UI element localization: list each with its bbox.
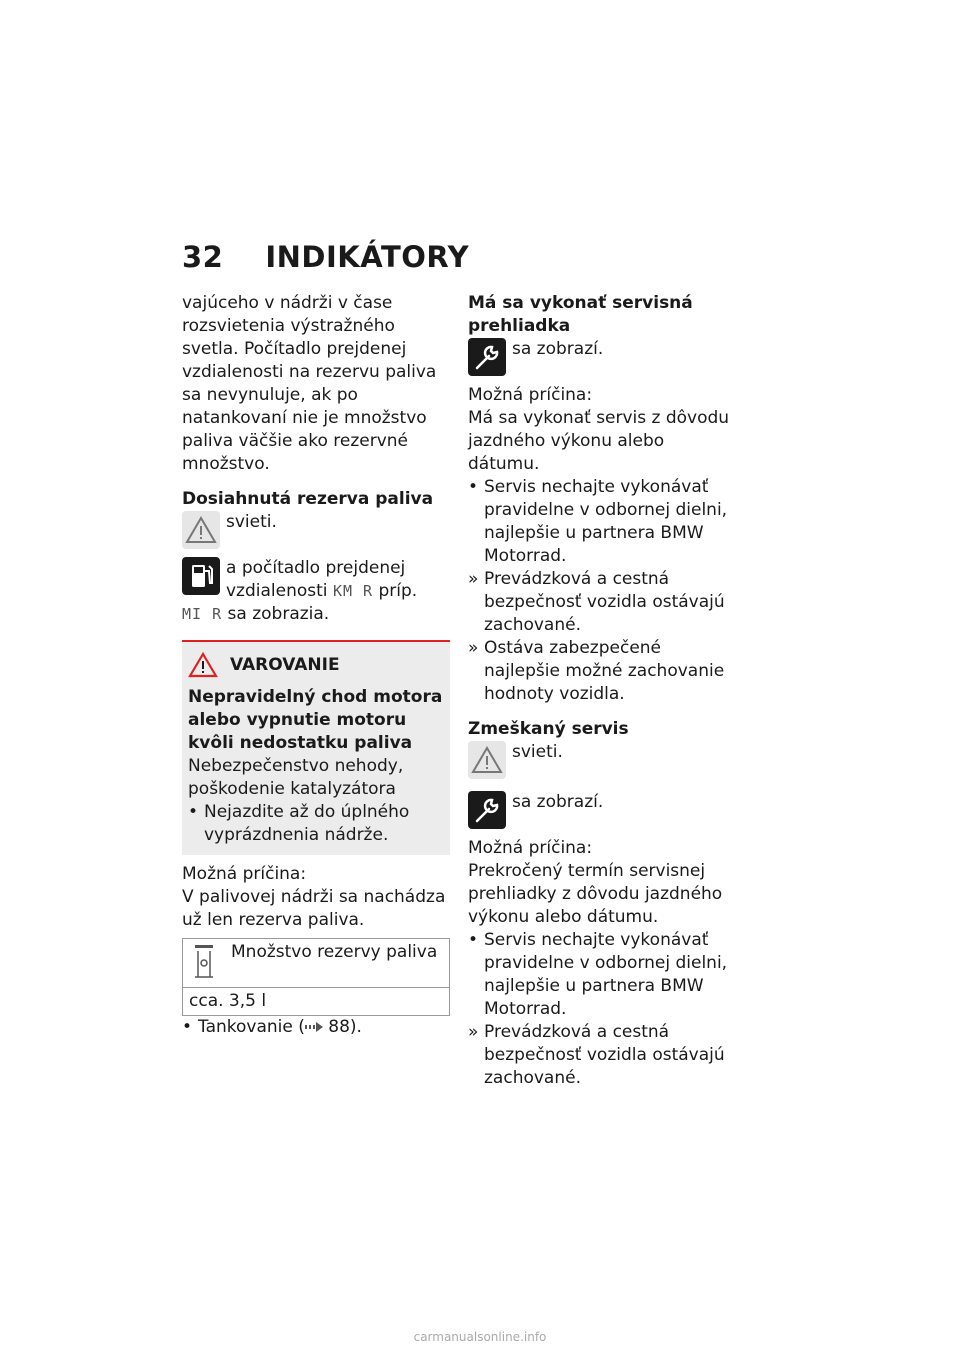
warning-indicator-text: svieti. [226, 512, 277, 532]
warning-triangle-icon [188, 652, 218, 678]
missed-cause-text: Prekročený termín servisnej prehliadky z dôvodu jazdného výkonu alebo dátumu. [468, 861, 723, 927]
missed-result: » Prevádzková a cestná bezpečnosť vozidla ostávajú zachované. [468, 1022, 725, 1088]
left-column [182, 292, 450, 1039]
service-result-2: » Ostáva zabezpečené najlepšie možné zachovanie hodnoty vozidla. [468, 638, 725, 704]
general-warning-icon [182, 511, 220, 549]
warning-bullet: • Nejazdite až do úplného vyprázdnenia nádrže. [188, 802, 410, 845]
warning-indicator-row [182, 511, 450, 549]
wrench-icon [468, 791, 506, 829]
missed-warning-text: svieti. [512, 742, 563, 762]
service-result-1: » Prevádzková a cestná bezpečnosť vozidla ostávajú zachované. [468, 569, 725, 635]
wrench-icon [468, 338, 506, 376]
page-title [182, 240, 469, 274]
fuel-pump-icon [182, 557, 220, 595]
cause-label: Možná príčina: [182, 864, 307, 884]
warning-box [182, 640, 450, 855]
missed-bullet: • Servis nechajte vykonávať pravidelne v odbornej dielni, najlepšie u partnera BMW Motorrad. [468, 930, 728, 1019]
prip-text: príp. [378, 581, 418, 601]
table-header: Množstvo rezervy paliva [231, 942, 438, 962]
page-number: 32 [182, 240, 224, 274]
service-cause-label: Možná príčina: [468, 385, 593, 405]
cause-text: V palivovej nádrži sa nachádza už len rezerva paliva. [182, 887, 446, 930]
page-reference-arrow-icon [305, 1022, 323, 1032]
refuel-bullet: • Tankovanie ( 88). [182, 1017, 362, 1037]
table-value: cca. 3,5 l [183, 988, 450, 1016]
service-bullet: • Servis nechajte vykonávať pravidelne v odbornej dielni, najlepšie u partnera BMW Motorrad. [468, 477, 728, 566]
right-column [468, 292, 736, 1090]
mi-r-display: MI R [182, 605, 223, 623]
fuel-canister-icon [189, 941, 223, 981]
wrench-text: sa zobrazí. [512, 339, 604, 359]
reserve-heading: Dosiahnutá rezerva paliva [182, 489, 434, 509]
missed-cause-label: Možná príčina: [468, 838, 593, 858]
service-heading: Má sa vykonať servisná prehliadka [468, 293, 693, 336]
fuel-indicator-row [182, 557, 450, 603]
service-cause-text: Má sa vykonať servis z dôvodu jazdného výkonu alebo dátumu. [468, 408, 730, 474]
displayed-text: sa zobrazia. [227, 604, 330, 624]
general-warning-icon [468, 741, 506, 779]
service-wrench-row [468, 338, 736, 376]
missed-warning-row [468, 741, 736, 779]
intro-text: vajúceho v nádrži v čase rozsvietenia výstražného svetla. Počítadlo prejdenej vzdialenosti na rezervu paliva sa nevynuluje, ak po natankovaní nie je množstvo paliva väčšie ako rezervné množstvo. [182, 293, 437, 474]
watermark: carmanualsonline.info [413, 1330, 547, 1344]
missed-service-heading: Zmeškaný servis [468, 719, 629, 739]
warning-heading: Nepravidelný chod motora alebo vypnutie motoru kvôli nedostatku paliva [188, 687, 443, 753]
refuel-page-ref[interactable]: 88). [328, 1017, 362, 1037]
warning-label: VAROVANIE [230, 654, 340, 675]
chapter-title: INDIKÁTORY [265, 240, 470, 274]
km-r-display: KM R [332, 582, 374, 600]
missed-wrench-text: sa zobrazí. [512, 792, 604, 812]
missed-wrench-row [468, 791, 736, 829]
fuel-indicator-text: a počítadlo prejdenej vzdialenosti [226, 558, 406, 601]
warning-text: Nebezpečenstvo nehody, poškodenie katalyzátora [188, 756, 404, 799]
reserve-table [182, 938, 450, 1016]
